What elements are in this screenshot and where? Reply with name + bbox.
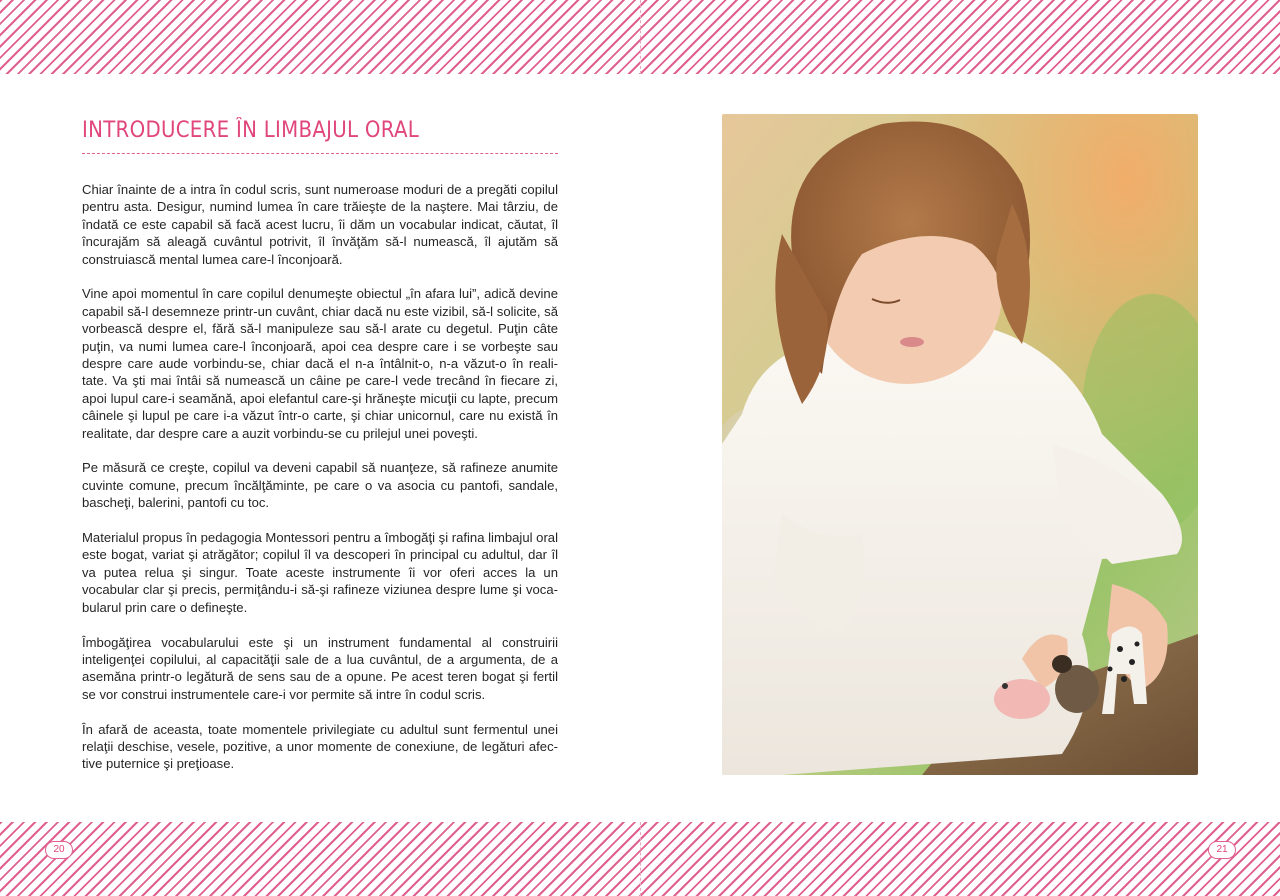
page-spine-divider-bottom (640, 822, 641, 896)
body-paragraph: Materialul propus în pedagogia Montessori pentru a îmbogăţi şi rafina limbajul oral este bogat, variat şi atrăgător; copilul îl va descoperi în principal cu adultul, dar îl va putea relua şi singur. Toate aceste instrumente îi vor oferi acces la un vocabular clar şi precis, permiţându-i să-şi rafineze viziunea despre lume şi voca-bularul prin care o defineşte. (82, 530, 558, 615)
photo-illustration (722, 114, 1198, 775)
child-playing-with-toy-animals-photo (722, 114, 1198, 775)
title-dashed-rule (82, 153, 558, 154)
body-text-column (82, 181, 558, 790)
body-paragraph: Îmbogăţirea vocabularului este şi un instrument fundamental al construirii inteligenţei copilului, al capacităţii sale de a lua cuvântul, de a argumenta, de a asemăna printr-o legătură de sens sau de a opune. Pe acest teren bogat şi fertil se vor construi instrumentele care-i vor permite să intre în codul scris. (82, 634, 558, 702)
body-paragraph: Pe măsură ce creşte, copilul va deveni capabil să nuanţeze, să rafineze anumite cuvinte comune, precum încălţăminte, pe care o va asocia cu pantofi, sandale, bascheţi, balerini, pantofi cu toc. (82, 460, 558, 511)
page-number-right: 21 (1208, 841, 1236, 859)
page-number-left: 20 (45, 841, 73, 859)
body-paragraph: Vine apoi momentul în care copilul denumeşte obiectul „în afara lui”, adică devine capabil să-l desemneze printr-un cuvânt, chiar dacă nu este vizibil, să-l solicite, să vorbească despre el, fără să-l manipuleze sau să-l arate cu degetul. Puţin câte puţin, va numi lumea care-l înconjoară, apoi cea despre care i se vorbeşte sau despre care aude vorbindu-se, chiar dacă el n-a întâlnit-o, n-a văzut-o în reali-tate. Va şti mai întâi să numească un câine pe care-l vede trecând în fiecare zi, apoi lupul care-i seamănă, apoi elefantul care-şi hrăneşte micuţii cu lapte, precum câinele şi lupul pe care i-a văzut într-o carte, şi chiar unicornul, care nu există în realitate, dar despre care a auzit vorbindu-se cu prilejul unei poveşti. (82, 286, 558, 441)
body-paragraph: În afară de aceasta, toate momentele privilegiate cu adultul sunt fermentul unei relaţii deschise, vesele, pozitive, a unor momente de conexiune, de legături afec-tive puternice şi preţioase. (82, 721, 558, 772)
body-paragraph: Chiar înainte de a intra în codul scris, sunt numeroase moduri de a pregăti copilul pentru asta. Desigur, numind lumea în care trăieşte de la naştere. Mai târziu, de îndată ce este capabil să facă acest lucru, îi dăm un vocabular indicat, căutat, îl încurajăm să aleagă cuvântul potrivit, îl învăţăm să-l numească, îl ajutăm să construiască mental lumea care-l înconjoară. (82, 182, 558, 267)
page-title: INTRODUCERE ÎN LIMBAJUL ORAL (82, 118, 420, 143)
page-spine-divider-top (640, 0, 641, 74)
